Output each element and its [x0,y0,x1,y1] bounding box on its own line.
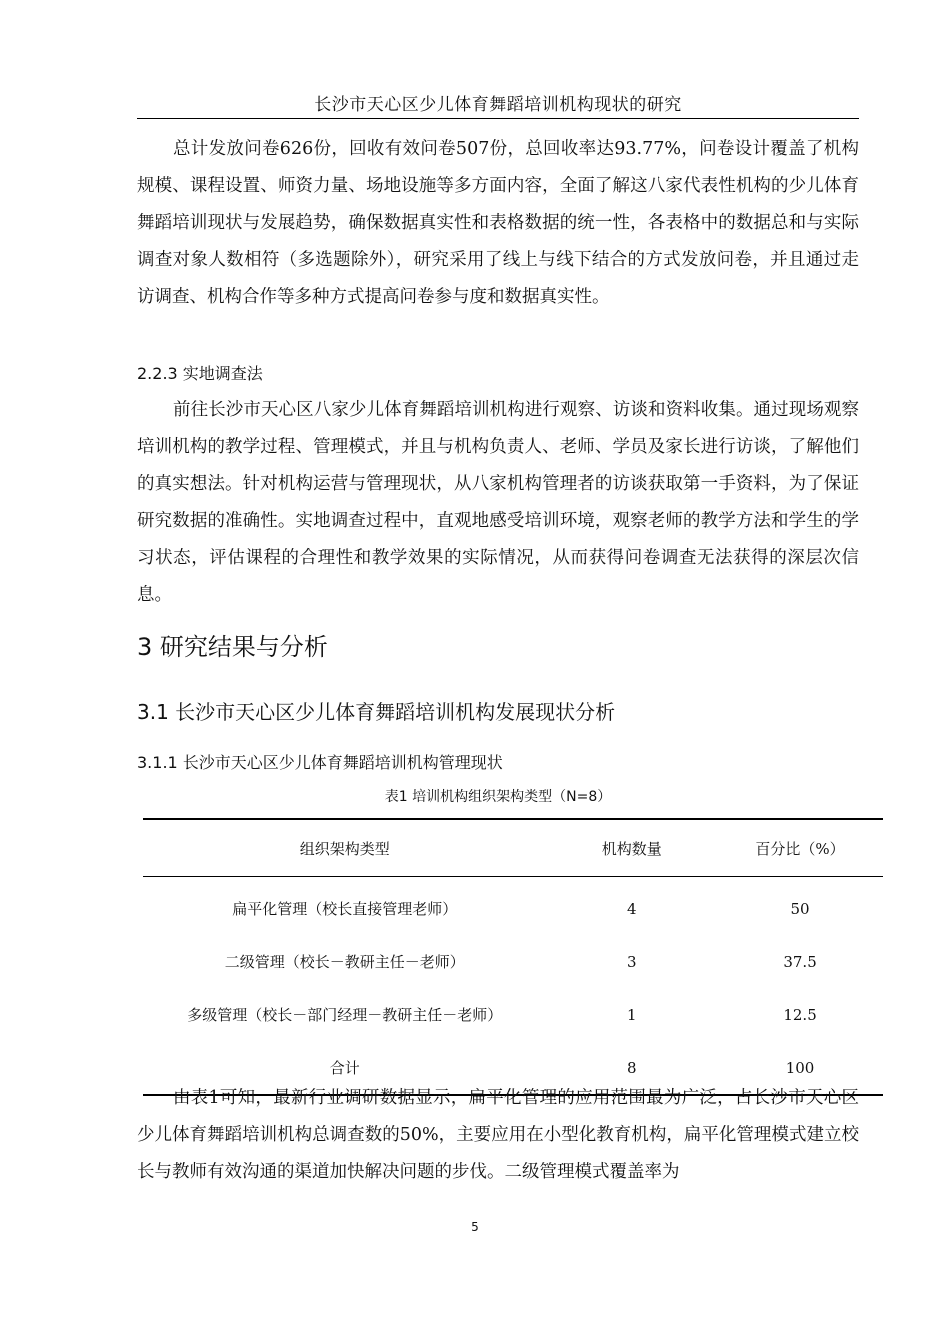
paragraph-field-survey: 前往长沙市天心区八家少儿体育舞蹈培训机构进行观察、访谈和资料收集。通过现场观察培训机构的教学过程、管理模式，并且与机构负责人、老师、学员及家长进行访谈，了解他们的真实想法。针对机构运营与管理现状，从八家机构管理者的访谈获取第一手资料，为了保证研究数据的准确性。实地调查过程中，直观地感受培训环境，观察老师的教学方法和学生的学习状态，评估课程的合理性和教学效果的实际情况，从而获得问卷调查无法获得的深层次信息。 [137,400,859,605]
column-header-type: 组织架构类型 [143,819,547,877]
cell-count: 1 [627,1005,637,1024]
heading-2-2-3: 2.2.3 实地调查法 [137,364,263,383]
heading-3-1-1: 3.1.1 长沙市天心区少儿体育舞蹈培训机构管理现状 [137,753,503,772]
running-header: 长沙市天心区少儿体育舞蹈培训机构现状的研究 [314,95,682,115]
cell-count: 4 [627,899,637,918]
table-caption: 表1 培训机构组织架构类型（N=8） [384,789,612,805]
heading-3: 3 研究结果与分析 [137,633,328,661]
column-header-percent: 百分比（%） [717,819,883,877]
header-rule [137,118,859,119]
column-header-count: 机构数量 [547,819,718,877]
cell-percent: 100 [717,1041,883,1095]
table-header-row [143,819,883,877]
org-structure-table [143,818,883,1096]
cell-type: 合计 [143,1041,547,1095]
table-row [143,935,883,988]
heading-3-1: 3.1 长沙市天心区少儿体育舞蹈培训机构发展现状分析 [137,700,616,724]
table-row [143,988,883,1041]
page-number: 5 [471,1220,479,1234]
cell-type: 二级管理（校长－教研主任－老师） [224,953,465,971]
cell-type: 多级管理（校长－部门经理－教研主任－老师） [187,1006,503,1024]
paragraph-table-analysis: 由表1可知，最新行业调研数据显示，扁平化管理的应用范围最为广泛，占长沙市天心区少儿体育舞蹈培训机构总调查数的50%，主要应用在小型化教育机构，扁平化管理模式建立校长与教师有效沟通的渠道加快解决问题的步伐。二级管理模式覆盖率为 [137,1088,859,1182]
table-row [143,877,883,936]
cell-percent: 37.5 [783,952,817,971]
cell-count: 8 [547,1041,718,1095]
paragraph-questionnaire: 总计发放问卷626份，回收有效问卷507份，总回收率达93.77%，问卷设计覆盖了机构规模、课程设置、师资力量、场地设施等多方面内容，全面了解这八家代表性机构的少儿体育舞蹈培训现状与发展趋势，确保数据真实性和表格数据的统一性，各表格中的数据总和与实际调查对象人数相符（多选题除外），研究采用了线上与线下结合的方式发放问卷，并且通过走访调查、机构合作等多种方式提高问卷参与度和数据真实性。 [137,139,859,307]
cell-count: 3 [627,952,637,971]
cell-type: 扁平化管理（校长直接管理老师） [232,900,458,918]
cell-percent: 50 [790,899,810,918]
cell-percent: 12.5 [783,1005,817,1024]
